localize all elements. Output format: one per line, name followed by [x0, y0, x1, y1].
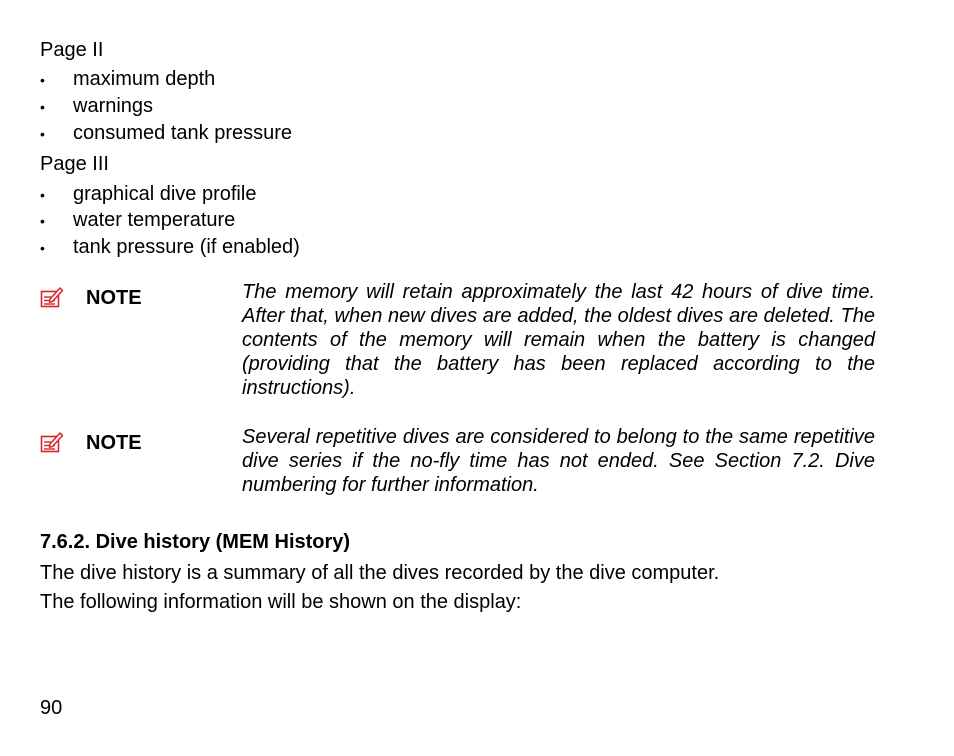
bullet: •	[40, 187, 45, 203]
list-item-text: maximum depth	[73, 68, 216, 90]
note-text: The memory will retain approximately the last 42 hours of dive time. After that, when new dives are added, the oldest dives are deleted. The contents of the memory will remain when the battery is changed (providing that the battery has been replaced according to the instructions).	[242, 281, 875, 399]
bullet: •	[40, 99, 45, 115]
bullet: •	[40, 126, 45, 142]
list-item-text: warnings	[73, 95, 154, 117]
section-paragraph: The following information will be shown on the display:	[40, 591, 522, 613]
note-block	[0, 425, 954, 505]
bullet: •	[40, 213, 45, 229]
section-heading: 7.6.2. Dive history (MEM History)	[40, 531, 351, 553]
list-item-text: graphical dive profile	[73, 183, 257, 205]
note-label: NOTE	[86, 432, 142, 454]
bullet: •	[40, 240, 45, 256]
page-ii-heading: Page II	[40, 39, 104, 61]
note-block	[0, 280, 954, 410]
page-iii-heading: Page III	[40, 153, 109, 175]
note-pencil-icon	[40, 286, 64, 308]
note-text: Several repetitive dives are considered to belong to the same repetitive dive series if the no-fly time has not ended. See Section 7.2. Dive numbering for further information.	[242, 426, 875, 496]
list-item-text: tank pressure (if enabled)	[73, 236, 300, 258]
note-label: NOTE	[86, 287, 142, 309]
section-paragraph: The dive history is a summary of all the dives recorded by the dive computer.	[40, 562, 720, 584]
page-number: 90	[40, 697, 63, 719]
list-item-text: consumed tank pressure	[73, 122, 293, 144]
bullet: •	[40, 72, 45, 88]
list-item-text: water temperature	[73, 209, 236, 231]
note-pencil-icon	[40, 431, 64, 453]
